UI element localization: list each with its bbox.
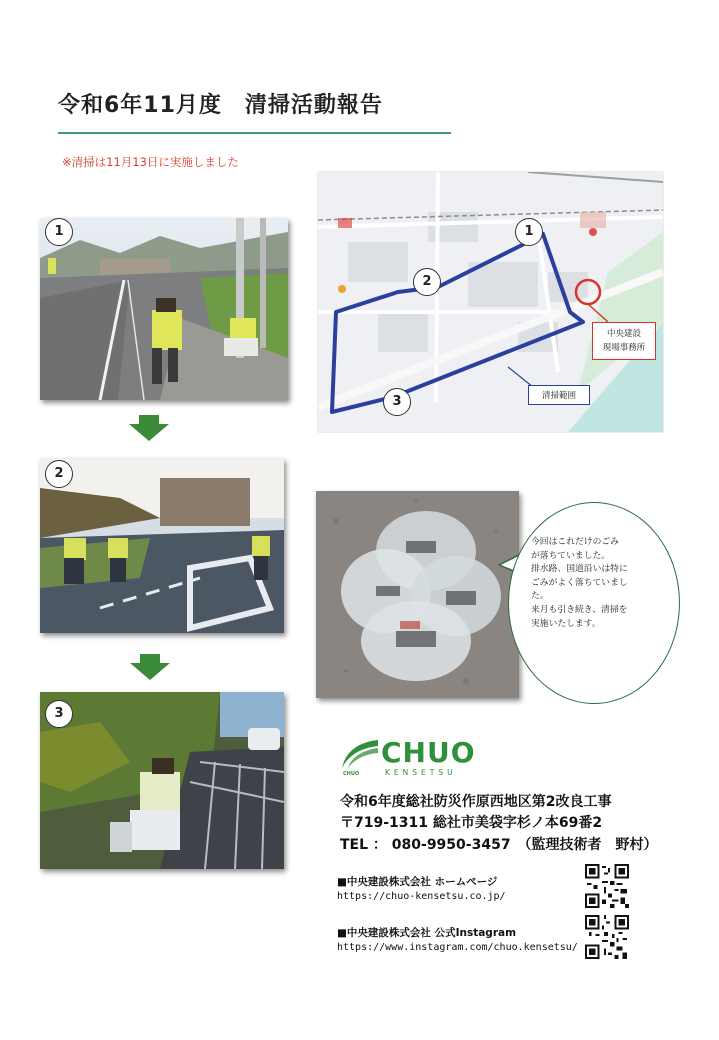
map-marker-2: 2: [413, 268, 441, 296]
page-title: 令和6年11月度 清掃活動報告: [58, 93, 383, 118]
cleaning-range-label: 清掃範囲: [528, 385, 590, 405]
bubble-line-2: が落ちていました。: [531, 550, 611, 561]
bubble-line-7: 実施いたします。: [531, 618, 601, 629]
bubble-line-1: 今回はこれだけのごみ: [531, 537, 619, 547]
photo-2: [40, 458, 284, 633]
instagram-heading: ■中央建設株式会社 公式Instagram: [337, 927, 517, 939]
cleaning-area-map: [318, 172, 663, 432]
bubble-line-4: ごみがよく落ちていまし: [531, 577, 628, 588]
down-arrow-icon: [130, 654, 170, 680]
photo-1-number-badge: 1: [45, 218, 73, 246]
map-marker-3: 3: [383, 388, 411, 416]
company-logo-mark: [340, 738, 380, 772]
site-office-label-line2: 現場事務所: [602, 343, 646, 353]
homepage-qr-code[interactable]: [585, 864, 629, 908]
project-tel: TEL ： 080-9950-3457 （監理技術者 野村）: [340, 837, 658, 853]
site-office-label-line1: 中央建設: [606, 329, 641, 339]
photo-3-number-badge: 3: [45, 700, 73, 728]
project-name: 令和6年度総社防災作原西地区第2改良工事: [340, 794, 612, 810]
bubble-line-6: 来月も引き続き、清掃を: [531, 604, 628, 615]
instagram-qr-code[interactable]: [585, 915, 629, 959]
logo-subtitle: KENSETSU: [385, 768, 457, 777]
logo-small-text: CHUO: [343, 771, 360, 777]
map-marker-1: 1: [515, 218, 543, 246]
site-office-label: [592, 322, 656, 360]
title-divider: [58, 132, 451, 134]
photo-3: [40, 692, 284, 869]
instagram-url-link[interactable]: https://www.instagram.com/chuo.kensetsu/: [337, 942, 578, 953]
project-address: 〒719-1311 総社市美袋字杉ノ本69番2: [340, 815, 603, 831]
down-arrow-icon: [129, 415, 169, 441]
homepage-url-link[interactable]: https://chuo-kensetsu.co.jp/: [337, 891, 506, 902]
speech-bubble-text: [531, 536, 661, 631]
garbage-bags-photo: [316, 491, 519, 698]
bubble-line-5: た。: [531, 591, 549, 602]
photo-1: [40, 218, 288, 400]
logo-wordmark: CHUO: [381, 736, 476, 769]
bubble-line-3: 排水路、国道沿いは特に: [531, 564, 628, 575]
photo-2-number-badge: 2: [45, 460, 73, 488]
cleaning-date-note: ※清掃は11月13日に実施しました: [62, 155, 239, 169]
homepage-heading: ■中央建設株式会社 ホームページ: [337, 876, 498, 888]
